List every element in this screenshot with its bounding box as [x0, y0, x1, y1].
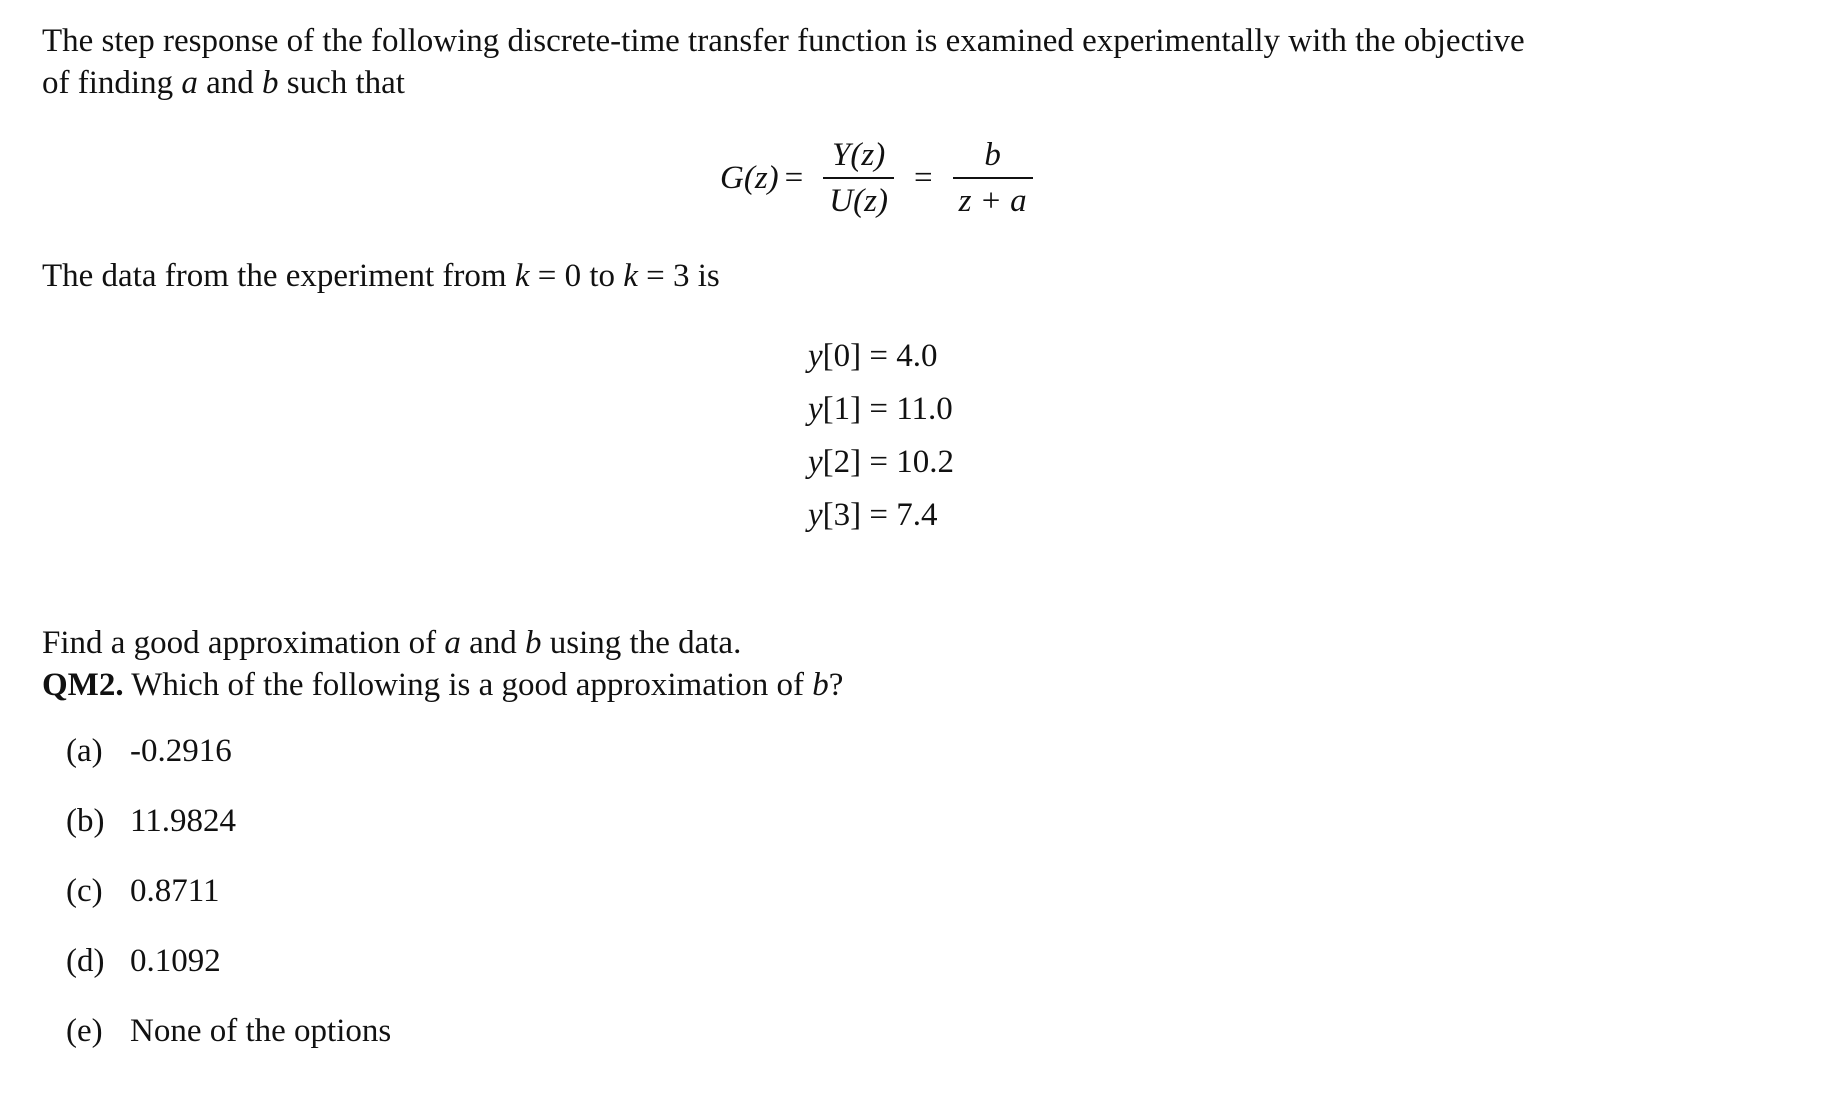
- option-c[interactable]: [66, 870, 391, 940]
- var-b: b: [261, 65, 279, 101]
- fraction-1-numerator: Y(z): [832, 137, 886, 173]
- data-intro-pre: The data from the experiment from: [42, 258, 515, 294]
- data-index: [2]: [822, 444, 862, 480]
- intro-line-1: [42, 20, 1525, 62]
- data-value: = 4.0: [861, 338, 938, 374]
- option-label: (d): [66, 943, 105, 979]
- question-line: [42, 664, 843, 706]
- option-label: (c): [66, 873, 103, 909]
- intro-text-1: The step response of the following discrete-time transfer function is examined experimentally with the objective: [42, 23, 1525, 59]
- data-y: y: [808, 338, 823, 374]
- question-label: QM2.: [42, 667, 124, 703]
- data-y: y: [808, 497, 823, 533]
- find-and: and: [460, 625, 526, 661]
- data-index: [1]: [822, 391, 862, 427]
- data-row: [808, 436, 954, 489]
- equals-sign-1: =: [784, 159, 804, 196]
- var-k-1: k: [514, 258, 530, 294]
- data-intro-end: = 3 is: [637, 258, 720, 294]
- option-text: -0.2916: [130, 733, 232, 769]
- data-row: [808, 383, 954, 436]
- fraction-1-denominator: U(z): [829, 183, 888, 219]
- option-b[interactable]: [66, 800, 391, 870]
- fraction-2-numerator: b: [984, 137, 1001, 173]
- equation-lhs: G(z): [720, 159, 779, 196]
- data-value: = 7.4: [861, 497, 938, 533]
- data-value: = 11.0: [861, 391, 953, 427]
- option-text: 0.8711: [130, 873, 220, 909]
- intro-line-2: [42, 62, 405, 104]
- question-end: ?: [828, 667, 844, 703]
- equals-sign-2: =: [913, 159, 933, 196]
- measurement-data-list: [808, 330, 954, 542]
- data-y: y: [808, 444, 823, 480]
- var-a: a: [181, 65, 198, 101]
- var-a: a: [444, 625, 461, 661]
- data-y: y: [808, 391, 823, 427]
- data-value: = 10.2: [861, 444, 955, 480]
- option-d[interactable]: [66, 940, 391, 1010]
- option-label: (e): [66, 1013, 103, 1049]
- option-text: 0.1092: [130, 943, 221, 979]
- fraction-b-over-z-plus-a: [953, 133, 1033, 223]
- data-index: [3]: [822, 497, 862, 533]
- intro-text-2-post: such that: [278, 65, 405, 101]
- var-b: b: [525, 625, 542, 661]
- var-k-2: k: [623, 258, 638, 294]
- option-text: 11.9824: [130, 803, 237, 839]
- option-text: None of the options: [130, 1013, 392, 1049]
- find-pre: Find a good approximation of: [42, 625, 445, 661]
- option-e[interactable]: [66, 1010, 391, 1080]
- find-line: [42, 622, 741, 664]
- transfer-function-equation: [720, 128, 1047, 228]
- data-intro-mid: = 0 to: [529, 258, 624, 294]
- option-label: (a): [66, 733, 103, 769]
- intro-and: and: [197, 65, 262, 101]
- intro-text-2-pre: of finding: [42, 65, 182, 101]
- data-row: [808, 330, 954, 383]
- data-row: [808, 489, 954, 542]
- fraction-2-denominator: z + a: [958, 183, 1027, 219]
- option-label: (b): [66, 803, 105, 839]
- option-a[interactable]: [66, 730, 391, 800]
- find-post: using the data.: [541, 625, 742, 661]
- var-b: b: [812, 667, 829, 703]
- answer-options: [66, 730, 391, 1080]
- data-index: [0]: [822, 338, 862, 374]
- fraction-y-over-u: [823, 133, 894, 223]
- data-intro-line: [42, 255, 720, 297]
- question-text: Which of the following is a good approximation of: [123, 667, 813, 703]
